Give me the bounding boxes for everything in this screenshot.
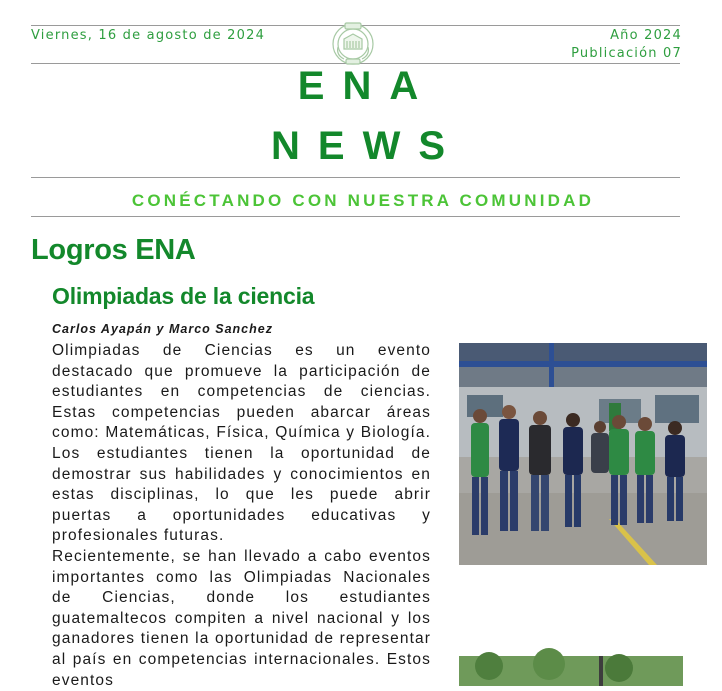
tagline: CONÉCTANDO CON NUESTRA COMUNIDAD: [131, 191, 595, 210]
article-body: [52, 341, 431, 691]
school-crest-icon: [330, 19, 376, 67]
tagline-top-rule: [31, 177, 680, 178]
article-headline: Olimpiadas de la ciencia: [52, 283, 315, 309]
students-group-photo: [459, 343, 707, 565]
tagline-bottom-rule: [31, 216, 680, 217]
issue-date: Viernes, 16 de agosto de 2024: [31, 28, 266, 43]
second-article-photo: [459, 656, 683, 686]
article-authors: Carlos Ayapán y Marco Sanchez: [52, 322, 273, 336]
masthead-line-1: ENA: [297, 64, 437, 108]
issue-year: Año 2024: [610, 28, 682, 43]
article-paragraph-2: Recientemente, se han llevado a cabo eventos importantes como las Olimpiadas Nacionales de Ciencias, donde los estudiantes guatemaltecos compiten a nivel nacional y los ganadores tienen la oportunidad de representar al país en competencias internacionales. Estos eventos: [52, 547, 431, 689]
section-title: Logros ENA: [31, 234, 196, 266]
masthead-line-2: NEWS: [271, 124, 463, 168]
issue-number: Publicación 07: [571, 46, 682, 61]
article-paragraph-1: Olimpiadas de Ciencias es un evento destacado que promueve la participación de estudiantes en competencias de ciencias. Estas competencias pueden abarcar áreas como: Matemáticas, Física, Química y Biología. Los estudiantes tienen la oportunidad de demostrar sus habilidades y conocimientos en estas disciplinas, lo que les puede abrir puertas a oportunidades educativas y profesionales futuras.: [52, 342, 431, 545]
